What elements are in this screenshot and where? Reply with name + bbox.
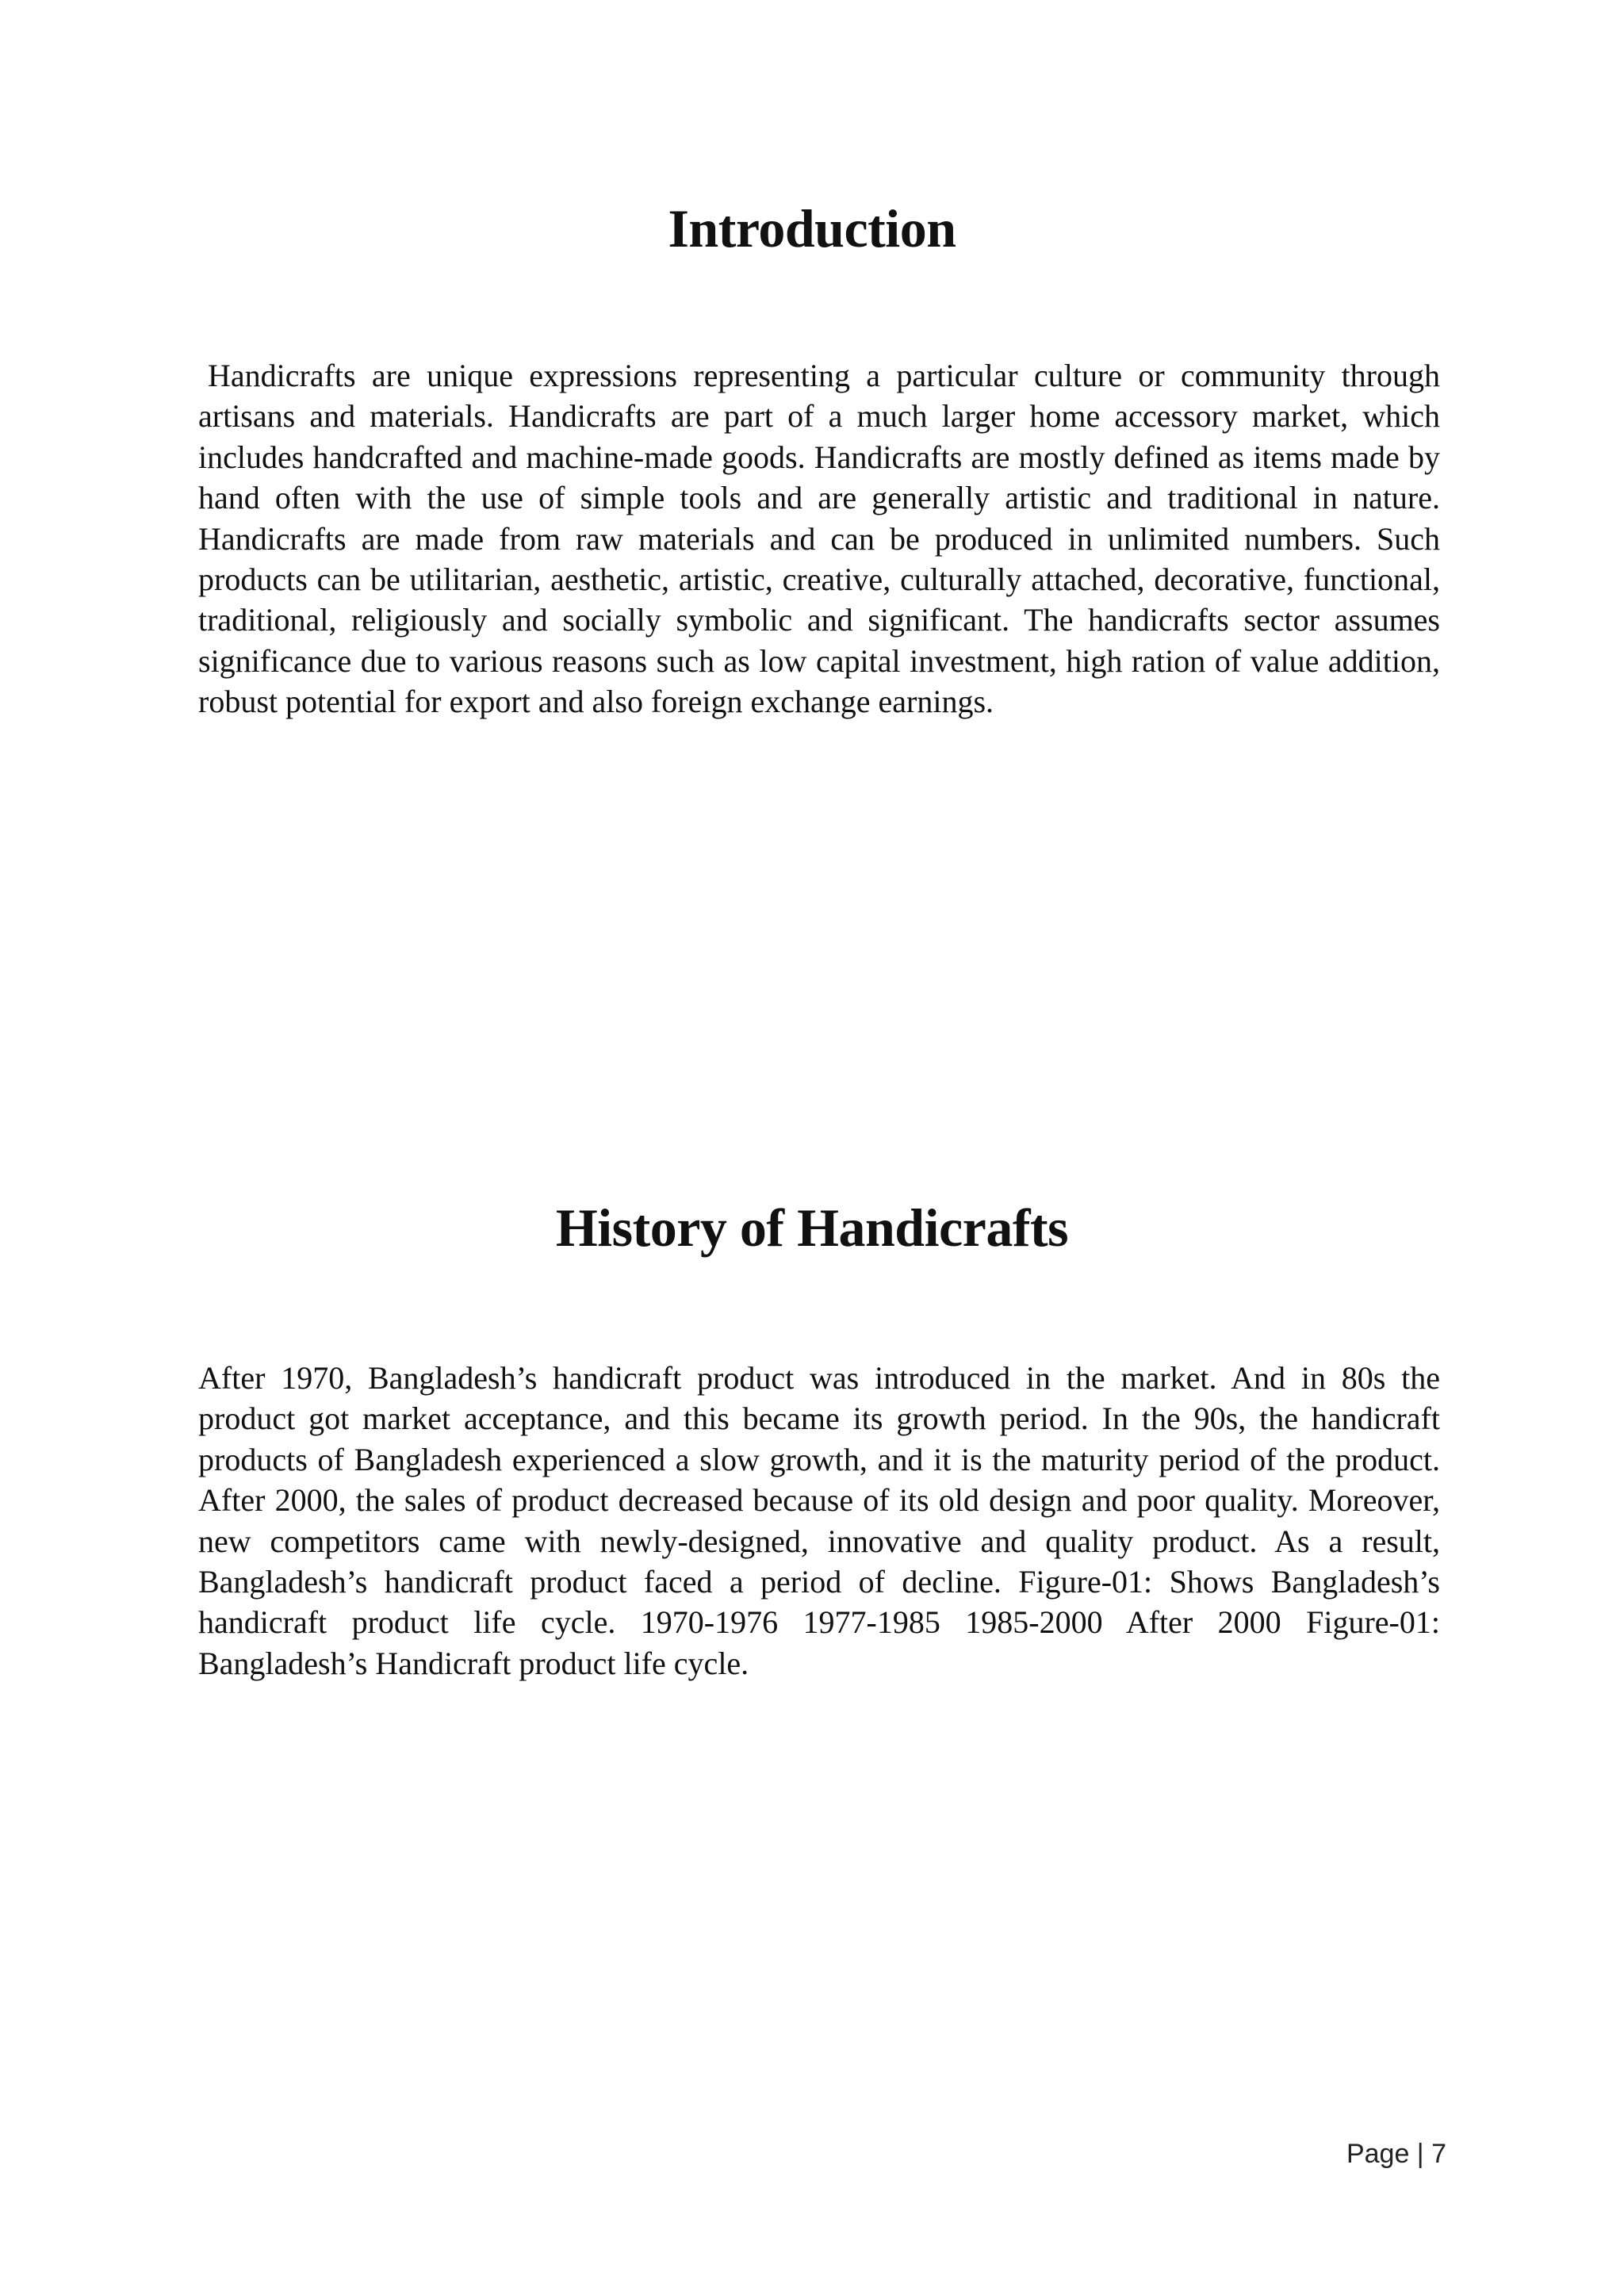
introduction-paragraph: Handicrafts are unique expressions representing a particular culture or community through artisans and materials. Handicrafts are part of a much larger home accessory market, which includes handcrafted and machine-made goods. Handicrafts are mostly defined as items made by hand often with the use of simple tools and are generally artistic and traditional in nature. Handicrafts are made from raw materials and can be produced in unlimited numbers. Such products can be utilitarian, aesthetic, artistic, creative, culturally attached, decorative, functional, traditional, religiously and socially symbolic and significant. The handicrafts sector assumes significance due to various reasons such as low capital investment, high ration of value addition, robust potential for export and also foreign exchange earnings.: [198, 358, 1440, 720]
introduction-heading: Introduction: [668, 198, 956, 259]
history-paragraph: After 1970, Bangladesh’s handicraft product was introduced in the market. And in 80s the product got market acceptance, and this became its growth period. In the 90s, the handicraft products of Bangladesh experienced a slow growth, and it is the maturity period of the product. After 2000, the sales of product decreased because of its old design and poor quality. Moreover, new competitors came with newly-designed, innovative and quality product. As a result, Bangladesh’s handicraft product faced a period of decline. Figure-01: Shows Bangladesh’s handicraft product life cycle. 1970-1976 1977-1985 1985-2000 After 2000 Figure-01: Bangladesh’s Handicraft product life cycle.: [198, 1360, 1440, 1681]
page-number: Page | 7: [1346, 2139, 1446, 2169]
history-heading: History of Handicrafts: [555, 1197, 1069, 1258]
